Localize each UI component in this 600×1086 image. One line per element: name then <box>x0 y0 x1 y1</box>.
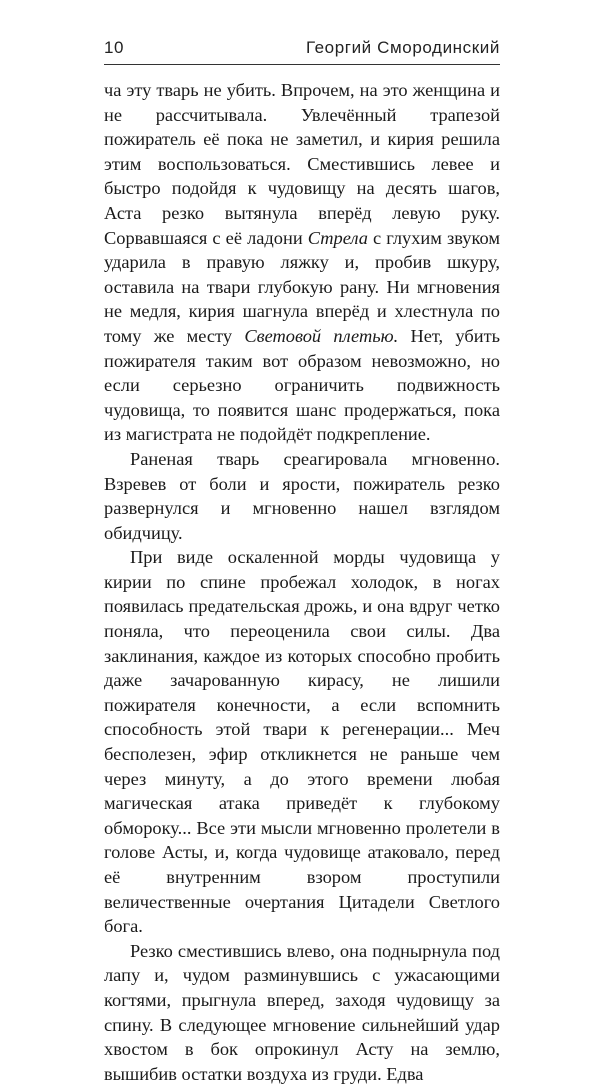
text-run: ча эту тварь не убить. Впрочем, на это женщина и не рассчитывала. Увлечённый трапезой пожиратель её пока не заметил, и кирия решила этим воспользоваться. Сместившись левее и быстро подойдя к чудовищу на десять шагов, Аста резко вытянула вперёд левую руку. Сорвавшаяся с её ладони <box>104 80 500 248</box>
paragraph <box>104 939 500 1086</box>
text-run: Раненая тварь среагировала мгновенно. Взревев от боли и ярости, пожиратель резко развернулся и мгновенно нашел взглядом обидчицу. <box>104 448 500 543</box>
paragraph <box>104 545 500 939</box>
body-text <box>104 78 500 1086</box>
paragraph <box>104 447 500 545</box>
text-run: с глухим звуком ударила в правую ляжку и, пробив шкуру, оставила на твари глубокую рану. Ни мгновения не медля, кирия шагнула вперёд и хлестнула по тому же месту <box>104 227 500 346</box>
text-run: Резко сместившись влево, она поднырнула под лапу и, чудом разминувшись с ужасающими когтями, прыгнула вперед, заходя чудовищу за спину. В следующее мгновение сильнейший удар хвостом в бок опрокинул Асту на землю, вышибив остатки воздуха из груди. Едва <box>104 940 500 1084</box>
paragraph <box>104 78 500 447</box>
text-run: При виде оскаленной морды чудовища у кирии по спине пробежал холодок, в ногах появилась предательская дрожь, и она вдруг четко поняла, что переоценила свои силы. Два заклинания, каждое из которых способно пробить даже зачарованную кирасу, не лишили пожирателя конечности, а если вспомнить способность этой твари к регенерации... Меч бесполезен, эфир откликнется не раньше чем через минуту, а до этого времени любая магическая атака приведёт к глубокому обмороку... Все эти мысли мгновенно пролетели в голове Асты, и, когда чудовище атаковало, перед её внутренним взором проступили величественные очертания Цитадели Светлого бога. <box>104 547 500 937</box>
page-number: 10 <box>104 38 125 57</box>
page-header <box>104 30 500 65</box>
italic-spell-name: Световой плетью. <box>244 325 399 346</box>
italic-spell-name: Стрела <box>307 227 368 248</box>
text-run: Нет, убить пожирателя таким вот образом невозможно, но если серьезно ограничить подвижность чудовища, то появится шанс продержаться, пока из магистрата не подойдёт подкрепление. <box>104 325 500 445</box>
running-head-author: Георгий Смородинский <box>305 38 500 57</box>
